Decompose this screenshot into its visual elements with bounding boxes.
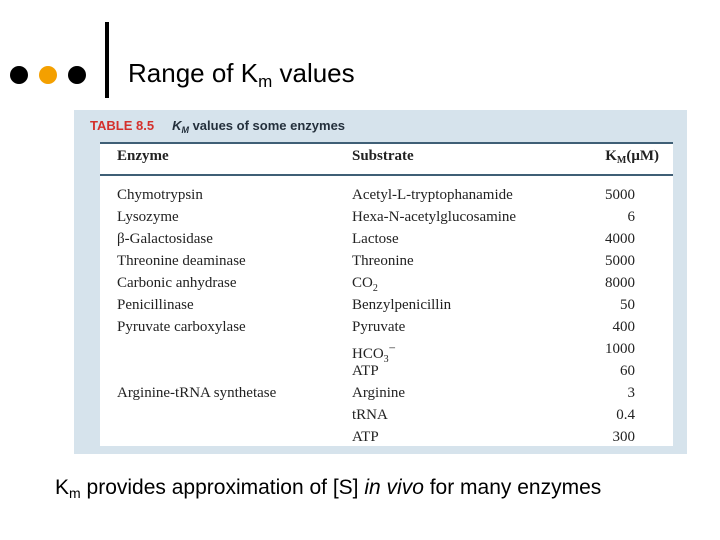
km-cell: 0.4 [616,407,635,423]
substrate-cell [352,275,378,294]
enzyme-cell: Carbonic anhydrase [117,275,237,291]
footer-text: provides approximation of [S] [80,476,365,499]
slide-title [128,58,355,92]
header-enzyme: Enzyme [117,148,169,164]
footer-italic: in vivo [364,476,424,499]
substrate-cell: Benzylpenicillin [352,297,452,313]
table-top-rule [100,142,673,144]
header-km-k: K [605,148,617,164]
title-text-rest: values [272,58,355,88]
km-cell: 5000 [605,187,635,203]
table-header-rule [100,174,673,176]
bullet-dot-1 [10,66,28,84]
substrate-cell: ATP [352,363,379,379]
footer-note [55,476,601,501]
table-number: TABLE 8.5 [90,118,155,133]
header-substrate: Substrate [352,148,414,164]
enzyme-cell: Chymotrypsin [117,187,203,203]
header-km-unit: (μM) [626,148,659,164]
substrate-cell: Acetyl-L-tryptophanamide [352,187,513,203]
km-cell: 60 [620,363,635,379]
km-cell: 50 [620,297,635,313]
substrate-cell: Hexa-N-acetylglucosamine [352,209,517,225]
table-figure [74,110,687,454]
km-table [100,142,673,446]
enzyme-cell: Threonine deaminase [117,253,246,269]
substrate-subscript: 3 [383,354,389,365]
substrate-text: HCO [352,346,384,362]
title-text: Range of K [128,58,259,88]
substrate-cell: ATP [352,429,379,445]
substrate-cell: tRNA [352,407,388,423]
header-km-subscript: M [616,155,627,166]
km-cell: 5000 [605,253,635,269]
table-caption [90,118,345,135]
substrate-superscript: − [388,341,396,355]
bullet-dots [10,66,86,84]
km-cell: 8000 [605,275,635,291]
km-cell: 6 [627,209,635,225]
km-cell: 300 [612,429,635,445]
bullet-dot-3 [68,66,86,84]
caption-text: values of some enzymes [188,118,346,133]
substrate-cell: Threonine [352,253,414,269]
substrate-text: CO [352,275,373,291]
footer-subscript: m [69,485,81,501]
header-km [605,148,659,166]
enzyme-cell: Lysozyme [117,209,179,225]
footer-k: K [55,476,70,499]
km-cell: 3 [627,385,635,401]
km-cell: 4000 [605,231,635,247]
substrate-cell: Lactose [352,231,399,247]
enzyme-cell: Pyruvate carboxylase [117,319,246,335]
substrate-cell [352,341,396,365]
substrate-subscript: 2 [372,283,378,294]
bullet-dot-2 [39,66,57,84]
enzyme-cell: β-Galactosidase [117,231,213,247]
caption-subscript: M [181,125,189,135]
title-subscript: m [258,72,273,91]
km-cell: 1000 [605,341,635,357]
title-divider [105,22,109,98]
footer-text-end: for many enzymes [423,476,602,499]
enzyme-cell: Penicillinase [117,297,194,313]
enzyme-cell: Arginine-tRNA synthetase [117,385,277,401]
substrate-cell: Arginine [352,385,406,401]
km-cell: 400 [612,319,635,335]
caption-k: K [172,118,182,133]
substrate-cell: Pyruvate [352,319,406,335]
